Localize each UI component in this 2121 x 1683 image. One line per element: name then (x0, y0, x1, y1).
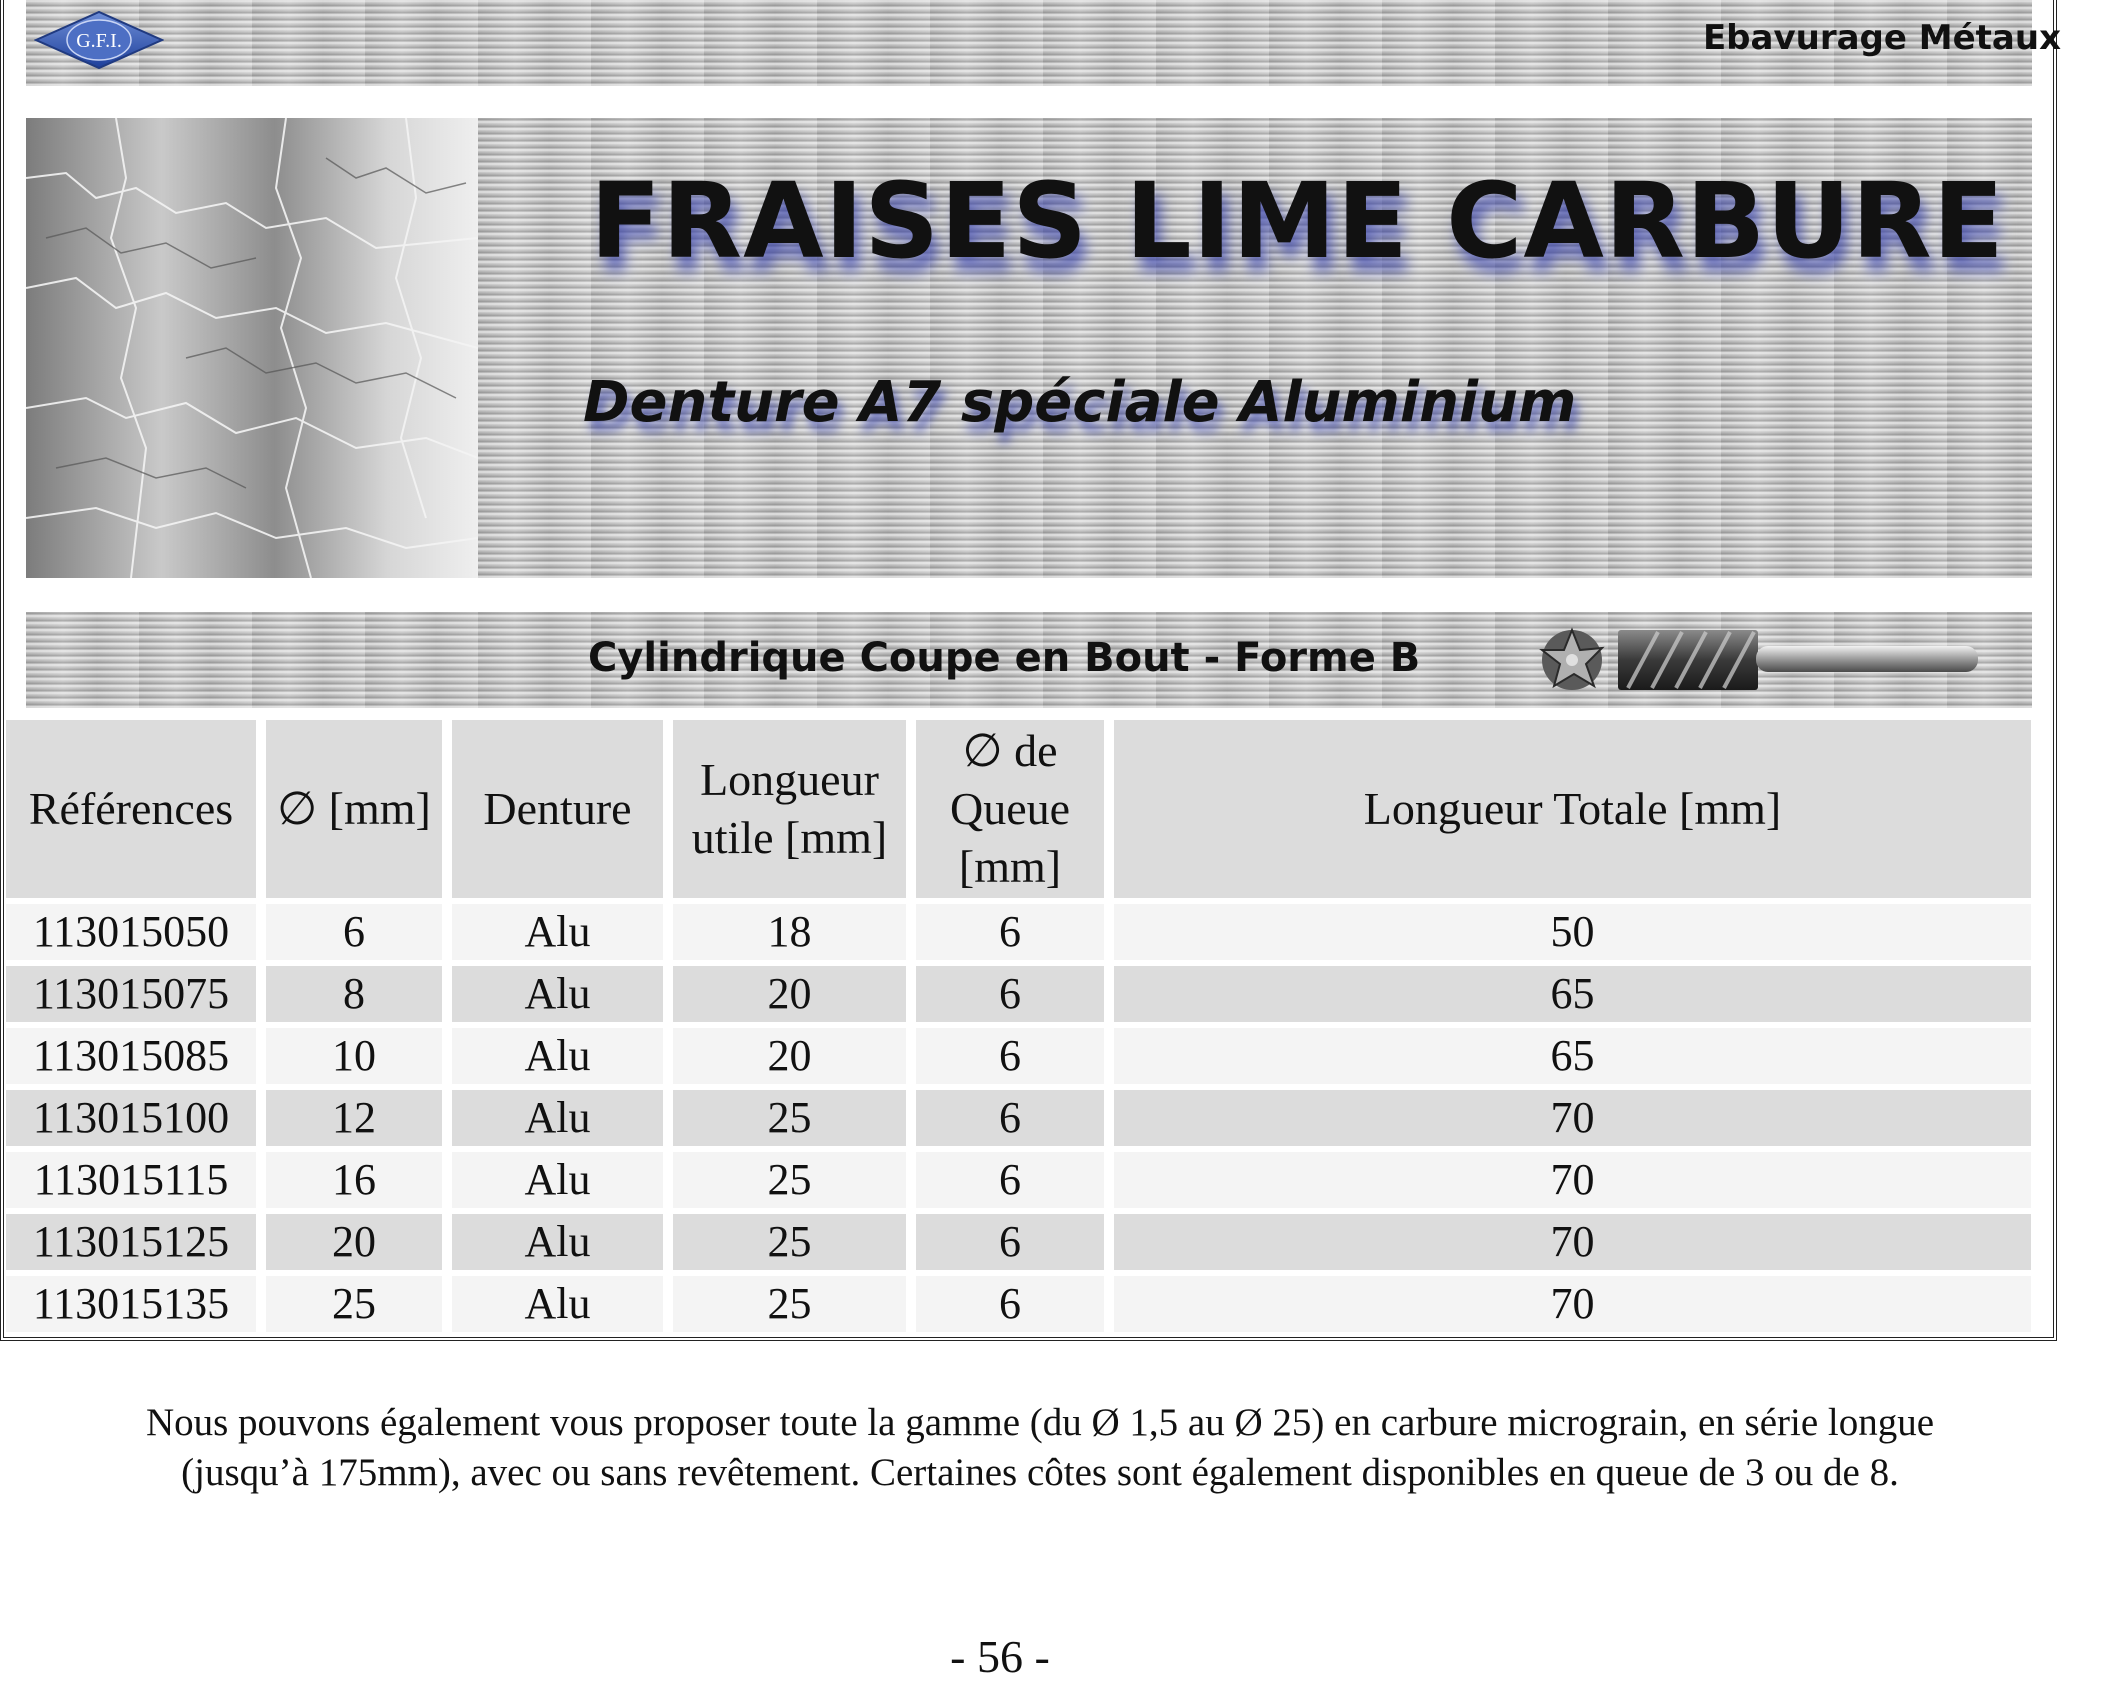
cell-diameter: 16 (266, 1152, 442, 1208)
section-label: Ebavurage Métaux (1702, 18, 2061, 58)
cell-total-length: 70 (1114, 1152, 2031, 1208)
cell-diameter: 25 (266, 1276, 442, 1332)
col-total-length: Longueur Totale [mm] (1114, 720, 2031, 898)
cell-reference: 113015125 (6, 1214, 256, 1270)
cell-diameter: 20 (266, 1214, 442, 1270)
footer-note (40, 1398, 2040, 1498)
cell-shank: 6 (916, 1152, 1104, 1208)
carbide-burr-tool-icon (1530, 618, 1990, 702)
cell-useful-length: 25 (673, 1276, 906, 1332)
table-row (6, 1214, 2031, 1270)
cell-total-length: 65 (1114, 1028, 2031, 1084)
table-row (6, 966, 2031, 1022)
col-useful-length (673, 720, 906, 898)
cell-shank: 6 (916, 1214, 1104, 1270)
page-number: - 56 - (950, 1631, 1050, 1682)
cell-diameter: 8 (266, 966, 442, 1022)
table-row (6, 1152, 2031, 1208)
cell-total-length: 50 (1114, 904, 2031, 960)
cell-useful-length: 18 (673, 904, 906, 960)
cell-useful-length: 20 (673, 966, 906, 1022)
cell-useful-length: 20 (673, 1028, 906, 1084)
cell-reference: 113015100 (6, 1090, 256, 1146)
cell-shank: 6 (916, 966, 1104, 1022)
shape-label: Cylindrique Coupe en Bout - Forme B (588, 635, 1421, 681)
logo-text: G.F.I. (76, 30, 122, 52)
table-row (6, 1276, 2031, 1332)
col-useful-length-line2: utile [mm] (691, 812, 888, 863)
cell-useful-length: 25 (673, 1152, 906, 1208)
cell-reference: 113015115 (6, 1152, 256, 1208)
col-shank-line1: ∅ de (962, 725, 1058, 776)
burr-end-view-icon (1542, 630, 1602, 690)
cell-useful-length: 25 (673, 1090, 906, 1146)
col-useful-length-line1: Longueur (700, 754, 879, 805)
page-title: FRAISES LIME CARBURE (590, 160, 2005, 282)
table-row (6, 1028, 2031, 1084)
cell-denture: Alu (452, 1276, 663, 1332)
table-header-row (6, 720, 2031, 898)
table-row (6, 1090, 2031, 1146)
cell-total-length: 70 (1114, 1090, 2031, 1146)
cell-denture: Alu (452, 1028, 663, 1084)
table-row (6, 904, 2031, 960)
cell-denture: Alu (452, 1152, 663, 1208)
cell-denture: Alu (452, 1090, 663, 1146)
cell-total-length: 65 (1114, 966, 2031, 1022)
cell-reference: 113015085 (6, 1028, 256, 1084)
cell-shank: 6 (916, 1028, 1104, 1084)
marble-texture-image (26, 118, 478, 578)
footer-note-line2: (jusqu’à 175mm), avec ou sans revêtement. Certaines côtes sont également disponibles en queue de 3 ou de 8. (181, 1451, 1899, 1494)
cell-reference: 113015050 (6, 904, 256, 960)
cell-shank: 6 (916, 1090, 1104, 1146)
cell-total-length: 70 (1114, 1214, 2031, 1270)
cell-shank: 6 (916, 904, 1104, 960)
page-subtitle: Denture A7 spéciale Aluminium (583, 370, 1577, 435)
col-shank-line3: [mm] (958, 841, 1062, 892)
cell-denture: Alu (452, 1214, 663, 1270)
products-table (0, 714, 2041, 1338)
col-diameter: ∅ [mm] (266, 720, 442, 898)
col-references: Références (6, 720, 256, 898)
cell-total-length: 70 (1114, 1276, 2031, 1332)
marble-veins-icon (26, 118, 478, 578)
col-shank-diameter (916, 720, 1104, 898)
cell-diameter: 12 (266, 1090, 442, 1146)
col-denture (452, 720, 663, 898)
cell-diameter: 10 (266, 1028, 442, 1084)
col-denture-label: Denture (483, 783, 632, 834)
cell-useful-length: 25 (673, 1214, 906, 1270)
cell-denture: Alu (452, 966, 663, 1022)
cell-shank: 6 (916, 1276, 1104, 1332)
gfi-logo (34, 10, 164, 70)
col-shank-line2: Queue (949, 783, 1071, 834)
cell-denture: Alu (452, 904, 663, 960)
footer-note-line1: Nous pouvons également vous proposer toute la gamme (du Ø 1,5 au Ø 25) en carbure micrograin, en série longue (145, 1401, 1935, 1444)
cell-reference: 113015135 (6, 1276, 256, 1332)
cell-reference: 113015075 (6, 966, 256, 1022)
cell-diameter: 6 (266, 904, 442, 960)
